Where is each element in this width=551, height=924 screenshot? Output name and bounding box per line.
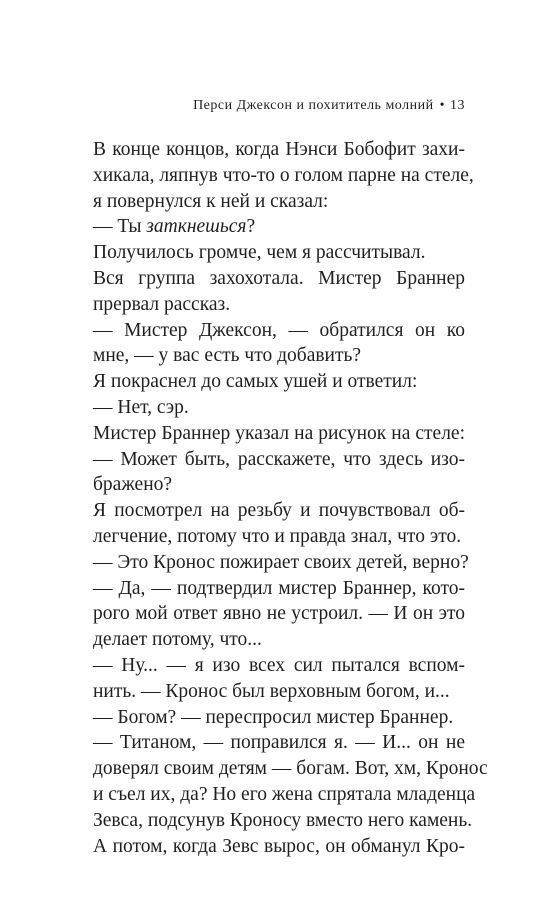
text-line: бражено? <box>93 474 173 496</box>
text-line: рого мой ответ явно не устроил. — И он это <box>93 603 465 625</box>
text-line: — Ну... — я изо всех сил пытался вспом- <box>93 654 465 676</box>
book-page <box>93 98 488 859</box>
text-line: мне, — у вас есть что добавить? <box>93 345 362 367</box>
text-line: А потом, когда Зевс вырос, он обманул Кро- <box>93 835 465 857</box>
text-line: Вся группа захохотала. Мистер Браннер <box>93 267 465 289</box>
emphasized-word: заткнешься <box>146 216 247 238</box>
text-line: — Может быть, расскажете, что здесь изо- <box>93 448 465 470</box>
body-text <box>93 137 488 859</box>
text-line: — Богом? — переспросил мистер Браннер. <box>93 706 454 728</box>
text-line: Я посмотрел на резьбу и почувствовал об- <box>93 500 465 522</box>
book-title: Перси Джексон и похититель молний <box>193 98 434 113</box>
text-line: — Нет, сэр. <box>93 396 189 418</box>
text-line: — Мистер Джексон, — обратился он ко <box>93 319 465 341</box>
text-line: Получилось громче, чем я рассчитывал. <box>93 242 426 264</box>
running-header <box>93 98 465 114</box>
text-line-segment: — Ты <box>93 216 147 238</box>
text-line: и съел их, да? Но его жена спрятала младенца <box>93 783 476 805</box>
text-line: делает потому, что... <box>93 629 262 651</box>
text-line: нить. — Кронос был верховным богом, и... <box>93 680 450 702</box>
text-line: — Да, — подтвердил мистер Браннер, кото- <box>93 577 465 599</box>
text-line: Я покраснел до самых ушей и ответил: <box>93 371 418 393</box>
text-line: прервал рассказ. <box>93 293 231 315</box>
header-separator: • <box>439 98 445 113</box>
text-line: Зевса, подсунув Кроносу вместо него камень. <box>93 809 473 831</box>
text-line: В конце концов, когда Нэнси Бобофит захи- <box>93 139 465 160</box>
text-line: доверял своим детям — богам. Вот, хм, Кронос <box>93 758 488 780</box>
text-line: легчение, потому что и правда знал, что это. <box>93 525 462 547</box>
text-line: — Это Кронос пожирает своих детей, верно? <box>93 551 469 573</box>
page-number: 13 <box>450 98 465 113</box>
text-line <box>93 214 465 240</box>
text-line-segment: ? <box>246 216 256 238</box>
text-line: — Титаном, — поправился я. — И... он не <box>93 732 465 754</box>
text-line: Мистер Браннер указал на рисунок на стеле: <box>93 422 465 444</box>
text-line: я повернулся к ней и сказал: <box>93 190 329 212</box>
text-line: хикала, ляпнув что-то о голом парне на стеле, <box>93 164 474 186</box>
